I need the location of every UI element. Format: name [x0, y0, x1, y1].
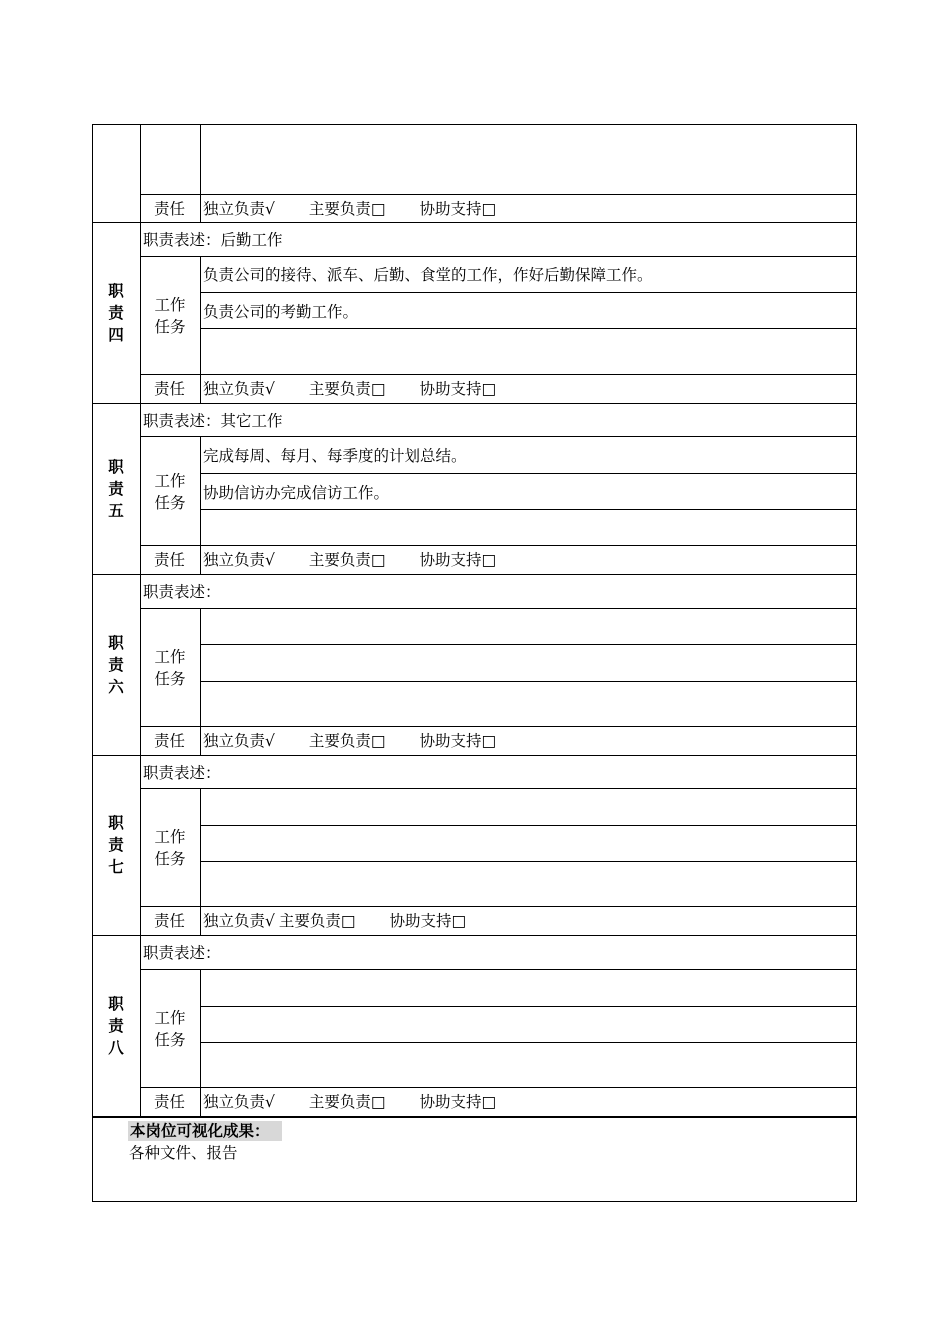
resp-main-checkbox[interactable]: 主要负责□: [308, 380, 386, 398]
resp-main-checkbox[interactable]: 主要负责□: [308, 200, 386, 218]
table-border-bottom: [92, 1201, 857, 1202]
duty-4-task-label: 工作 任务: [154, 296, 186, 336]
duty-4-task-1: 负责公司的接待、派车、后勤、食堂的工作，作好后勤保障工作。: [203, 266, 653, 284]
resp-independent-checkbox[interactable]: 独立负责√: [203, 551, 275, 569]
resp-assist-checkbox[interactable]: 协助支持□: [419, 732, 497, 750]
resp-assist-checkbox[interactable]: 协助支持□: [419, 380, 497, 398]
results-title: 本岗位可视化成果：: [128, 1121, 282, 1141]
duty-5-resp-label: 责任: [154, 551, 186, 569]
table-border-right: [856, 124, 857, 1202]
duty-8-task-label: 工作 任务: [154, 1009, 186, 1049]
duty-8-resp-options: [203, 1092, 496, 1112]
duty-8-resp-label: 责任: [154, 1093, 186, 1111]
resp-label: 责任: [154, 200, 186, 218]
duty-5-task-label: 工作 任务: [154, 472, 186, 512]
duty-6-desc: 职责表述：: [143, 583, 221, 601]
resp-assist-checkbox[interactable]: 协助支持□: [419, 200, 497, 218]
resp-main-checkbox[interactable]: 主要负责□: [308, 1093, 386, 1111]
results-content: 各种文件、报告: [129, 1144, 238, 1162]
duty-4-desc: 职责表述：后勤工作: [143, 231, 283, 249]
duty-7-desc: 职责表述：: [143, 764, 221, 782]
resp-assist-checkbox[interactable]: 协助支持□: [389, 912, 467, 930]
duty-6-resp-label: 责任: [154, 732, 186, 750]
resp-independent-checkbox[interactable]: 独立负责√: [203, 380, 275, 398]
duty-8-title: 职 责 八: [108, 995, 124, 1057]
duty-7-title: 职 责 七: [108, 814, 124, 876]
duty-5-title: 职 责 五: [108, 458, 124, 520]
duty-6-title: 职 责 六: [108, 634, 124, 696]
resp-options: [203, 199, 496, 219]
resp-independent-checkbox[interactable]: 独立负责√: [203, 732, 275, 750]
duty-table: [92, 124, 857, 1202]
resp-assist-checkbox[interactable]: 协助支持□: [419, 1093, 497, 1111]
duty-7-task-label: 工作 任务: [154, 828, 186, 868]
duty-8-desc: 职责表述：: [143, 944, 221, 962]
resp-independent-checkbox[interactable]: 独立负责√: [203, 1093, 275, 1111]
duty-7-resp-options: [203, 911, 466, 931]
duty-4-resp-label: 责任: [154, 380, 186, 398]
table-border-top: [92, 124, 857, 125]
duty-5-desc: 职责表述：其它工作: [143, 412, 283, 430]
duty-5-task-1: 完成每周、每月、每季度的计划总结。: [203, 447, 467, 465]
duty-5-resp-options: [203, 550, 496, 570]
duty-7-resp-label: 责任: [154, 912, 186, 930]
resp-independent-checkbox[interactable]: 独立负责√: [203, 912, 275, 930]
resp-independent-checkbox[interactable]: 独立负责√: [203, 200, 275, 218]
duty-5-task-2: 协助信访办完成信访工作。: [203, 484, 390, 502]
duty-6-resp-options: [203, 731, 496, 751]
resp-main-checkbox[interactable]: 主要负责□: [308, 732, 386, 750]
duty-4-resp-options: [203, 379, 496, 399]
resp-main-checkbox[interactable]: 主要负责□: [278, 912, 356, 930]
duty-4-task-2: 负责公司的考勤工作。: [203, 303, 359, 321]
resp-main-checkbox[interactable]: 主要负责□: [308, 551, 386, 569]
duty-4-title: 职 责 四: [108, 282, 124, 344]
duty-6-task-label: 工作 任务: [154, 648, 186, 688]
resp-assist-checkbox[interactable]: 协助支持□: [419, 551, 497, 569]
